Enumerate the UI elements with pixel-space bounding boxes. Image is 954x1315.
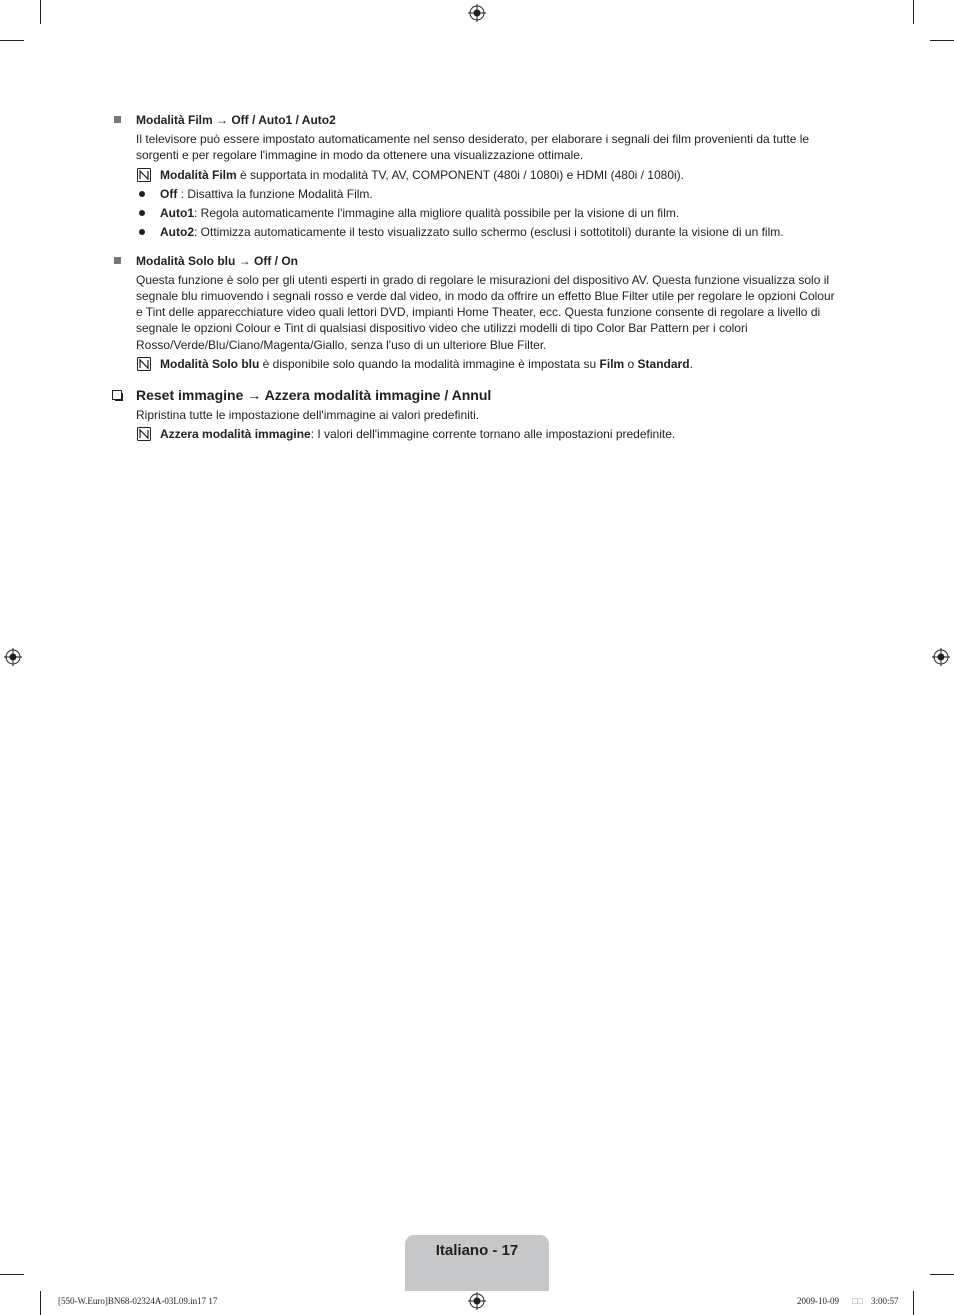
note-icon: [137, 357, 151, 371]
bullet-text: : Regola automaticamente l'immagine alla migliore qualità possibile per la visione di un film.: [194, 205, 680, 220]
page-number-tab: [405, 1235, 549, 1291]
subsection-heading-reset: [110, 386, 840, 404]
section-heading-film-mode: [110, 112, 840, 128]
footer-file-info: [550-W.Euro]BN68-02324A-03L09.in17 17: [58, 1296, 218, 1306]
note-text: .: [689, 357, 693, 372]
bullet-bold: Off: [160, 186, 178, 201]
note-bold: Standard: [637, 357, 690, 372]
crop-mark: [913, 0, 914, 24]
footer-boxes: □□: [852, 1296, 863, 1306]
square-bullet-icon: [114, 116, 121, 123]
section-paragraph: Questa funzione è solo per gli utenti esperti in grado di regolare le misurazioni del dispositivo AV. Questa funzione visualizza solo il segnale blu rimuovendo i segnali rosso e verde dal video, in modo da offrire un effetto Blue Filter utile per regolare le opzioni Colour e Tint delle apparecchiature video quali lettori DVD, impianti Home Theater, ecc. Questa funzione consente di regolare a livello di segnale le opzioni Colour e Tint di qualsiasi dispositivo video che utilizzi modelli di tipo Color Bar Pattern per i colori Rosso/Verde/Blu/Ciano/Magenta/Giallo, senza l'uso di un ulteriore Blue Filter.: [136, 272, 835, 352]
crop-mark: [0, 40, 24, 41]
note-bold: Modalità Film: [160, 167, 237, 182]
bullet-icon: [139, 210, 145, 216]
crop-mark: [930, 40, 954, 41]
list-item: [110, 205, 840, 221]
note-item: [110, 167, 840, 183]
crop-mark: [0, 1274, 24, 1275]
crop-mark: [930, 1274, 954, 1275]
list-item: [110, 224, 840, 240]
registration-mark-icon: [4, 648, 22, 666]
bullet-icon: [139, 229, 145, 235]
bullet-icon: [139, 191, 145, 197]
section-heading-blue-only: [110, 253, 840, 269]
note-text: è disponibile solo quando la modalità immagine è impostata su: [259, 357, 600, 372]
checkbox-bullet-icon: [112, 390, 122, 400]
subsection-heading-text: Reset immagine → Azzera modalità immagine / Annul: [136, 387, 492, 404]
list-item: [110, 186, 840, 202]
registration-mark-icon: [932, 648, 950, 666]
bullet-text: : Disattiva la funzione Modalità Film.: [177, 186, 373, 201]
bullet-bold: Auto2: [160, 224, 194, 239]
footer-date: 2009-10-09: [797, 1296, 839, 1306]
note-bold: Azzera modalità immagine: [160, 427, 311, 442]
section-heading-text: Modalità Solo blu → Off / On: [136, 253, 298, 268]
note-bold: Film: [599, 357, 625, 372]
page-number: Italiano - 17: [435, 1242, 519, 1259]
registration-mark-icon: [468, 1292, 486, 1310]
note-icon: [137, 168, 151, 182]
section-heading-text: Modalità Film → Off / Auto1 / Auto2: [136, 113, 336, 127]
section-paragraph: Ripristina tutte le impostazione dell'immagine ai valori predefiniti.: [136, 408, 480, 423]
bullet-bold: Auto1: [160, 205, 194, 220]
registration-mark-icon: [468, 4, 486, 22]
crop-mark: [40, 0, 41, 24]
note-bold: Modalità Solo blu: [160, 357, 260, 372]
footer-time: 3:00:57: [871, 1296, 899, 1306]
square-bullet-icon: [114, 257, 121, 264]
crop-mark: [913, 1291, 914, 1315]
note-icon: [137, 427, 151, 441]
note-item: [110, 356, 840, 372]
crop-mark: [40, 1291, 41, 1315]
note-text: : I valori dell'immagine corrente tornano alle impostazioni predefinite.: [310, 427, 676, 442]
note-text: è supportata in modalità TV, AV, COMPONENT (480i / 1080i) e HDMI (480i / 1080i).: [236, 167, 684, 182]
page-content: [110, 112, 840, 442]
note-item: [110, 426, 840, 442]
note-text: o: [624, 357, 638, 372]
section-paragraph: Il televisore può essere impostato automaticamente nel senso desiderato, per elaborare i segnali dei film provenienti da tutte le sorgenti e per regolare l'immagine in modo da ottenere una visualizzazione ottimale.: [136, 132, 810, 163]
bullet-text: : Ottimizza automaticamente il testo visualizzato sullo schermo (esclusi i sottotitoli) durante la visione di un film.: [194, 224, 784, 239]
